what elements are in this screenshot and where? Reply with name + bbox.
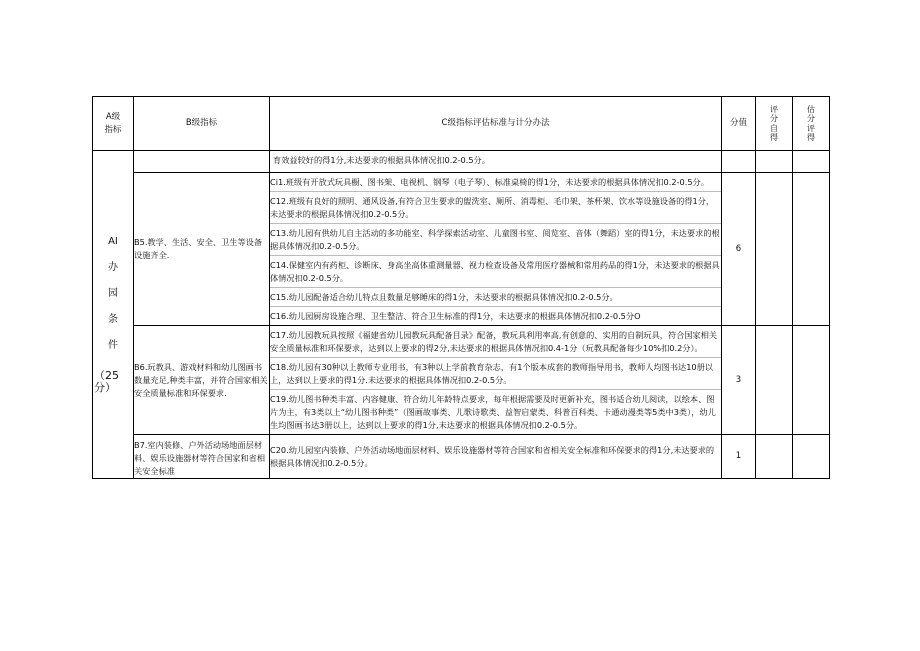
c-item-c12: C12.班级有良好的照明、通风设备,有符合卫生要求的盥洗室、厕所、消毒柜、毛巾架、茶杯架、饮水等设施设备的得1分，未达要求的根据具体情况扣0.2-0.5分。	[270, 192, 721, 224]
b6-self-eval	[756, 326, 793, 435]
a-group-char-2: 办	[108, 261, 118, 273]
header-b-level: B级指标	[134, 97, 270, 151]
score-cell-continuation	[722, 151, 756, 173]
c-item-c20: C20.幼儿园室内装修、户外活动场地面层材料、娱乐设施器材等符合国家和省相关安全标准和环保要求的得1分,未达要求的根据具体情况扣0.2-0.5分。	[270, 445, 715, 468]
b7-label: B7.室内装修、户外活动场地面层材料、娱乐设施器材等符合国家和省相关安全标准	[134, 435, 270, 479]
c-item-c18: C18.幼儿园有30种以上教师专业用书，有3种以上学前教育杂志，有1个版本成套的教师指导用书，教师人均图书达10册以上，达到以上要求的得1分.未达要求的根据具体情况扣0.2-0.5分。	[270, 358, 721, 390]
b-cell-continuation	[134, 151, 270, 173]
table-row-b5	[93, 173, 830, 326]
c-item-c15: C15.幼儿园配备适合幼儿特点且数量足够睡床的得1分，未达要求的根据具体情况扣0.2-0.5分。	[270, 288, 721, 307]
c-item-c16: C16.幼儿园厨房设施合理、卫生整洁、符合卫生标准的得1分，未达要求的根据具体情况扣0.2-0.5分O	[270, 311, 641, 321]
b6-criteria	[270, 326, 722, 435]
c-item-c11: Ci1.班级有开放式玩具橱、图书架、电视机、钢琴（电子琴）、标准桌椅的得1分，未达要求的根据具体情况扣0.2-0.5分。	[270, 173, 721, 192]
header-score: 分值	[722, 97, 756, 151]
header-a-level-line2: 指标	[104, 124, 122, 135]
table-row-b6	[93, 326, 830, 435]
a-group-char-1: AI	[108, 235, 118, 247]
c-item-c19: C19.幼儿图书种类丰富、内容健康、符合幼儿年龄特点要求，每年根据需要及时更新补充，图书适合幼儿阅读，以绘本、图片为主，有3类以上“幼儿图书种类”（图画故事类、儿歌诗歌类、益智启蒙类、科普百科类、卡通动漫类等5类中3类），幼儿生均图画书达3册以上，达到以上要求的得1分,未达要求的根据具体情况扣0.2-0.5分。	[270, 394, 716, 430]
header-est-eval	[793, 97, 830, 151]
b6-label: B6.玩教具、游戏材料和幼儿图画书数量充足,种类丰富，并符合国家相关安全质量标准和环保要求.	[134, 326, 270, 435]
b7-criteria	[270, 435, 722, 479]
b5-est-eval	[793, 173, 830, 326]
header-c-level: C级指标评估标准与计分办法	[270, 97, 722, 151]
a-group-cell	[93, 151, 134, 479]
b5-score: 6	[722, 173, 756, 326]
b7-est-eval	[793, 435, 830, 479]
a-group-score: （25分）	[94, 368, 119, 394]
b5-criteria	[270, 173, 722, 326]
self-eval-cell-continuation	[756, 151, 793, 173]
b7-score: 1	[722, 435, 756, 479]
b6-score: 3	[722, 326, 756, 435]
b5-self-eval	[756, 173, 793, 326]
table-row-continuation	[93, 151, 830, 173]
evaluation-table	[92, 96, 830, 479]
c-cell-continuation: 育效益较好的得1分,未达要求的根据具体情况扣0.2-0.5分。	[270, 151, 722, 173]
c-item-c13: C13.幼儿园有供幼儿自主活动的多功能室、科学探索活动室、儿童图书室、阅览室、音体（舞蹈）室的得1分，未达要求的根据具体情况扣0.2-0.5分。	[270, 224, 721, 256]
header-a-level	[93, 97, 134, 151]
a-group-char-5: 件	[108, 339, 118, 351]
b7-self-eval	[756, 435, 793, 479]
table-row-b7	[93, 435, 830, 479]
header-est-eval-text: 估分评得	[806, 103, 816, 142]
c-item-c14: C14.保健室内有药柜、诊断床、身高坐高体重测量器、视力检查设备及常用医疗器械和常用药品的得1分，未达要求的根据具体情况扣0.2-0.5分。	[270, 256, 721, 288]
header-self-eval-text: 评分自得	[769, 103, 779, 142]
a-group-char-3: 园	[108, 287, 118, 299]
a-group-char-4: 条	[108, 313, 118, 325]
header-row	[93, 97, 830, 151]
header-a-level-line1: A级	[105, 111, 121, 122]
header-self-eval	[756, 97, 793, 151]
b6-est-eval	[793, 326, 830, 435]
est-eval-cell-continuation	[793, 151, 830, 173]
b5-label: B5.教学、生活、安全、卫生等设备设施齐全.	[134, 173, 270, 326]
c-item-c17: C17.幼儿园教玩具按照《福建省幼儿园教玩具配备目录》配备，教玩具利用率高,有创意的、实用的自制玩具，符合国家相关安全质量标准和环保要求，达到以上要求的得2分,未达要求的根据具体情况扣0.4-1分（玩教具配备每少10%扣0.2分）。	[270, 326, 721, 358]
